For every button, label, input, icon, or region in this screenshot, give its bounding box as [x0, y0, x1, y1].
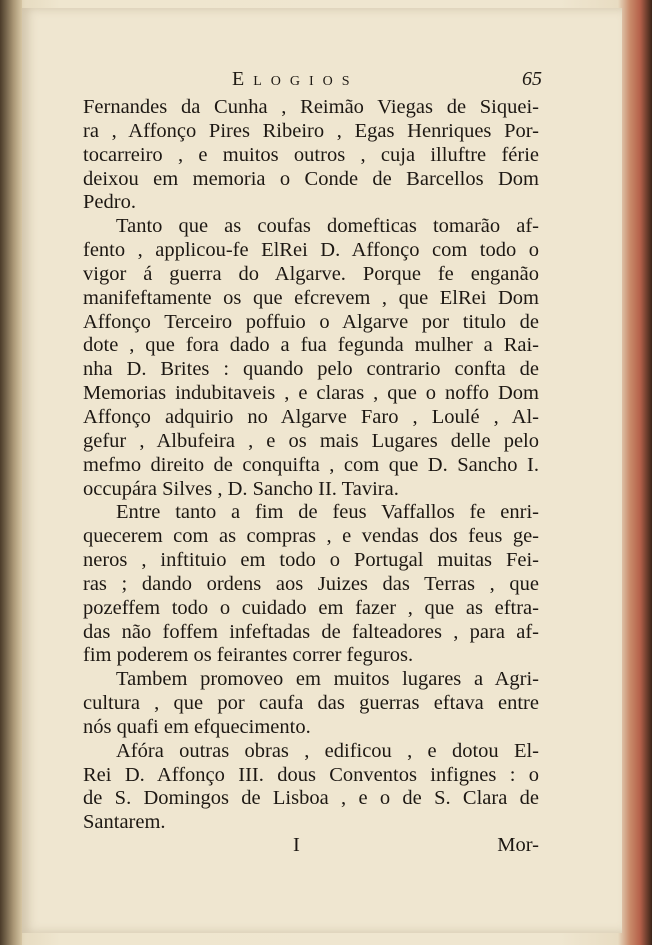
text-line: manifeftamente os que efcrevem , que ElRei Dom	[83, 286, 539, 309]
text-line: Memorias indubitaveis , e claras , que o noffo Dom	[83, 382, 539, 405]
text-line: Pedro.	[83, 191, 136, 214]
text-line: neros , inftituio em todo o Portugal muitas Fei-	[83, 549, 539, 572]
text-line: mefmo direito de conquifta , com que D. Sancho I.	[83, 453, 539, 476]
text-line: Fernandes da Cunha , Reimão Viegas de Siquei-	[83, 96, 539, 118]
page-footer	[83, 834, 539, 860]
text-line: Afóra outras obras , edificou , e dotou El-	[116, 739, 539, 762]
running-title: Elogios	[232, 68, 359, 90]
signature-mark: I	[293, 834, 300, 856]
text-line: pozeffem todo o cuidado em fazer , que as eftra-	[83, 596, 539, 619]
text-line: ra , Affonço Pires Ribeiro , Egas Henriques Por-	[83, 119, 539, 142]
body-text	[83, 96, 539, 835]
text-line: vigor á guerra do Algarve. Porque fe enganão	[83, 262, 539, 285]
text-line: Tambem promoveo em muitos lugares a Agri-	[116, 668, 539, 691]
text-line: quecerem com as compras , e vendas dos feus ge-	[83, 525, 539, 548]
text-line: nha D. Brites : quando pelo contrario confta de	[83, 358, 539, 381]
page-number: 65	[522, 68, 542, 90]
text-line: Tanto que as coufas domefticas tomarão af-	[116, 215, 539, 238]
text-line: das não foffem infeftadas de falteadores , para af-	[83, 620, 539, 643]
text-line: deixou em memoria o Conde de Barcellos Dom	[83, 167, 539, 190]
text-line: tocarreiro , e muitos outros , cuja illuftre férie	[83, 143, 539, 166]
text-line: cultura , que por caufa das guerras eftava entre	[83, 692, 539, 715]
text-line: de S. Domingos de Lisboa , e o de S. Clara de	[83, 787, 539, 810]
text-line: fento , applicou-fe ElRei D. Affonço com todo o	[83, 239, 539, 262]
text-line: nós quafi em efquecimento.	[83, 715, 311, 738]
text-line: occupára Silves , D. Sancho II. Tavira.	[83, 477, 399, 500]
page-header	[232, 68, 542, 96]
text-line: Affonço adquirio no Algarve Faro , Loulé , Al-	[83, 405, 539, 428]
text-line: ras ; dando ordens aos Juizes das Terras , que	[83, 572, 539, 595]
text-line: Affonço Terceiro poffuio o Algarve por titulo de	[83, 310, 539, 333]
text-line: Santarem.	[83, 811, 166, 834]
text-line: fim poderem os feirantes correr feguros.	[83, 644, 414, 667]
text-line: dote , que fora dado a fua fegunda mulher a Rai-	[83, 334, 539, 357]
text-line: gefur , Albufeira , e os mais Lugares delle pelo	[83, 429, 539, 452]
left-page-edge	[0, 0, 22, 945]
text-line: Entre tanto a fim de feus Vaffallos fe enri-	[116, 501, 539, 524]
catchword: Mor-	[497, 834, 539, 856]
text-line: Rei D. Affonço III. dous Conventos infignes : o	[83, 763, 539, 786]
